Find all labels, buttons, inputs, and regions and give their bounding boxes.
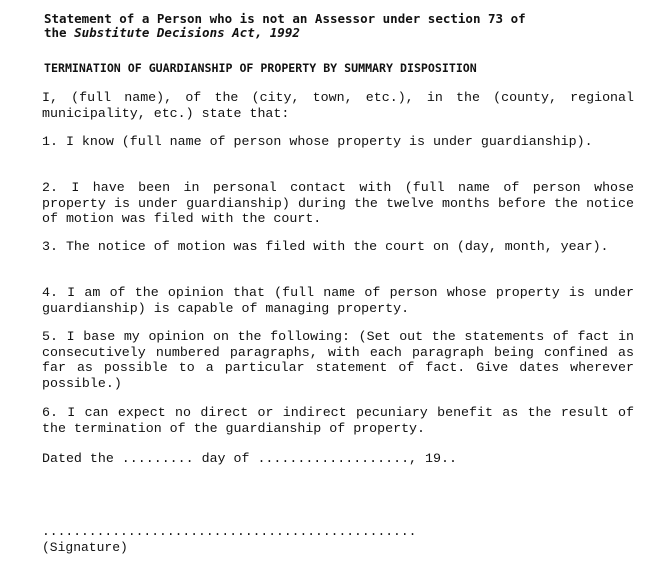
signature-label: (Signature)	[42, 540, 128, 555]
heading-line-2	[44, 26, 644, 40]
paragraph-3: 3. The notice of motion was filed with the court on (day, month, year).	[42, 239, 609, 254]
form-subheading: TERMINATION OF GUARDIANSHIP OF PROPERTY BY SUMMARY DISPOSITION	[44, 61, 477, 75]
signature-line: ................................................	[42, 524, 417, 539]
form-heading	[44, 12, 644, 40]
heading-line-1: Statement of a Person who is not an Assessor under section 73 of	[44, 11, 526, 26]
paragraph-6: 6. I can expect no direct or indirect pecuniary benefit as the result of the termination of the guardianship of property.	[42, 405, 634, 436]
heading-line-2-prefix: the	[44, 25, 75, 40]
paragraph-4: 4. I am of the opinion that (full name of person whose property is under guardianship) is capable of managing property.	[42, 285, 634, 316]
dated-line: Dated the ......... day of ..................., 19..	[42, 451, 457, 466]
paragraph-2: 2. I have been in personal contact with (full name of person whose property is under guardianship) during the twelve months before the notice of motion was filed with the court.	[42, 180, 634, 226]
intro-paragraph: I, (full name), of the (city, town, etc.), in the (county, regional municipality, etc.) state that:	[42, 90, 634, 121]
paragraph-5: 5. I base my opinion on the following: (Set out the statements of fact in consecutively numbered paragraphs, with each paragraph being confined as far as possible to a particular statement of fact. Give dates wherever possible.)	[42, 329, 634, 391]
act-name: Substitute Decisions Act, 1992	[74, 25, 300, 40]
paragraph-1: 1. I know (full name of person whose property is under guardianship).	[42, 134, 593, 149]
